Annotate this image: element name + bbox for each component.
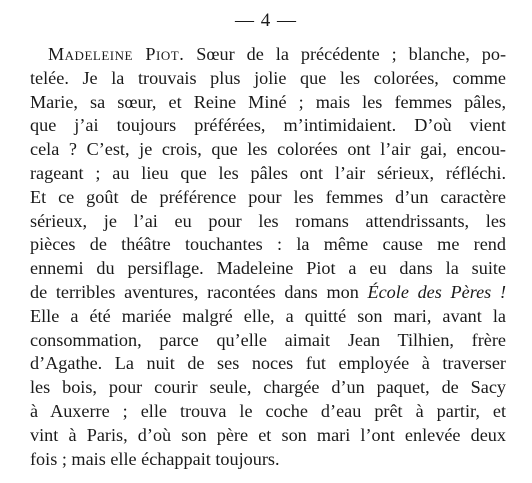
text-line-12: Elle a été mariée malgré elle, a quitté son mari, avant la <box>30 305 506 326</box>
text-line-14: d’Agathe. La nuit de ses noces fut employée à traverser <box>30 353 506 374</box>
text-line-17: vint à Paris, d’où son père et son mari l’ont enlevée deux <box>30 424 506 445</box>
text-line-1-rest: Sœur de la précédente ; blanche, po- <box>184 44 507 64</box>
text-line-6: rageant ; au lieu que les pâles ont l’air sérieux, réfléchi. <box>30 162 506 183</box>
text-line-1 <box>30 43 506 67</box>
entry-name: Madeleine Piot. <box>48 44 185 64</box>
text-line-11-start: de terribles aventures, racontées dans mon <box>30 281 368 302</box>
text-line-15: les bois, pour courir seule, chargée d’un paquet, de Sacy <box>30 377 506 398</box>
page-number: — 4 — <box>235 10 297 31</box>
text-line-8: sérieux, je l’ai eu pour les romans attendrissants, les <box>30 210 506 231</box>
text-line-7: Et ce goût de préférence pour les femmes d’un caractère <box>30 186 506 207</box>
book-title: École des Pères ! <box>367 281 506 302</box>
text-block <box>30 43 506 471</box>
text-line-3: Marie, sa sœur, et Reine Miné ; mais les femmes pâles, <box>30 91 506 112</box>
text-line-4: que j’ai toujours préférées, m’intimidaient. D’où vient <box>30 115 506 136</box>
text-line-2: telée. Je la trouvais plus jolie que les colorées, comme <box>30 67 506 88</box>
text-line-10: ennemi du persiflage. Madeleine Piot a eu dans la suite <box>30 258 506 279</box>
text-line-5: cela ? C’est, je crois, que les colorées ont l’air gai, encou- <box>30 139 506 160</box>
text-line-9: pièces de théâtre touchantes : la même cause me rend <box>30 234 506 255</box>
text-line-13: consommation, parce qu’elle aimait Jean Tilhien, frère <box>30 329 506 350</box>
text-line-18: fois ; mais elle échappait toujours. <box>30 448 280 469</box>
text-line-11 <box>30 281 506 305</box>
text-line-16: à Auxerre ; elle trouva le coche d’eau prêt à partir, et <box>30 400 506 421</box>
